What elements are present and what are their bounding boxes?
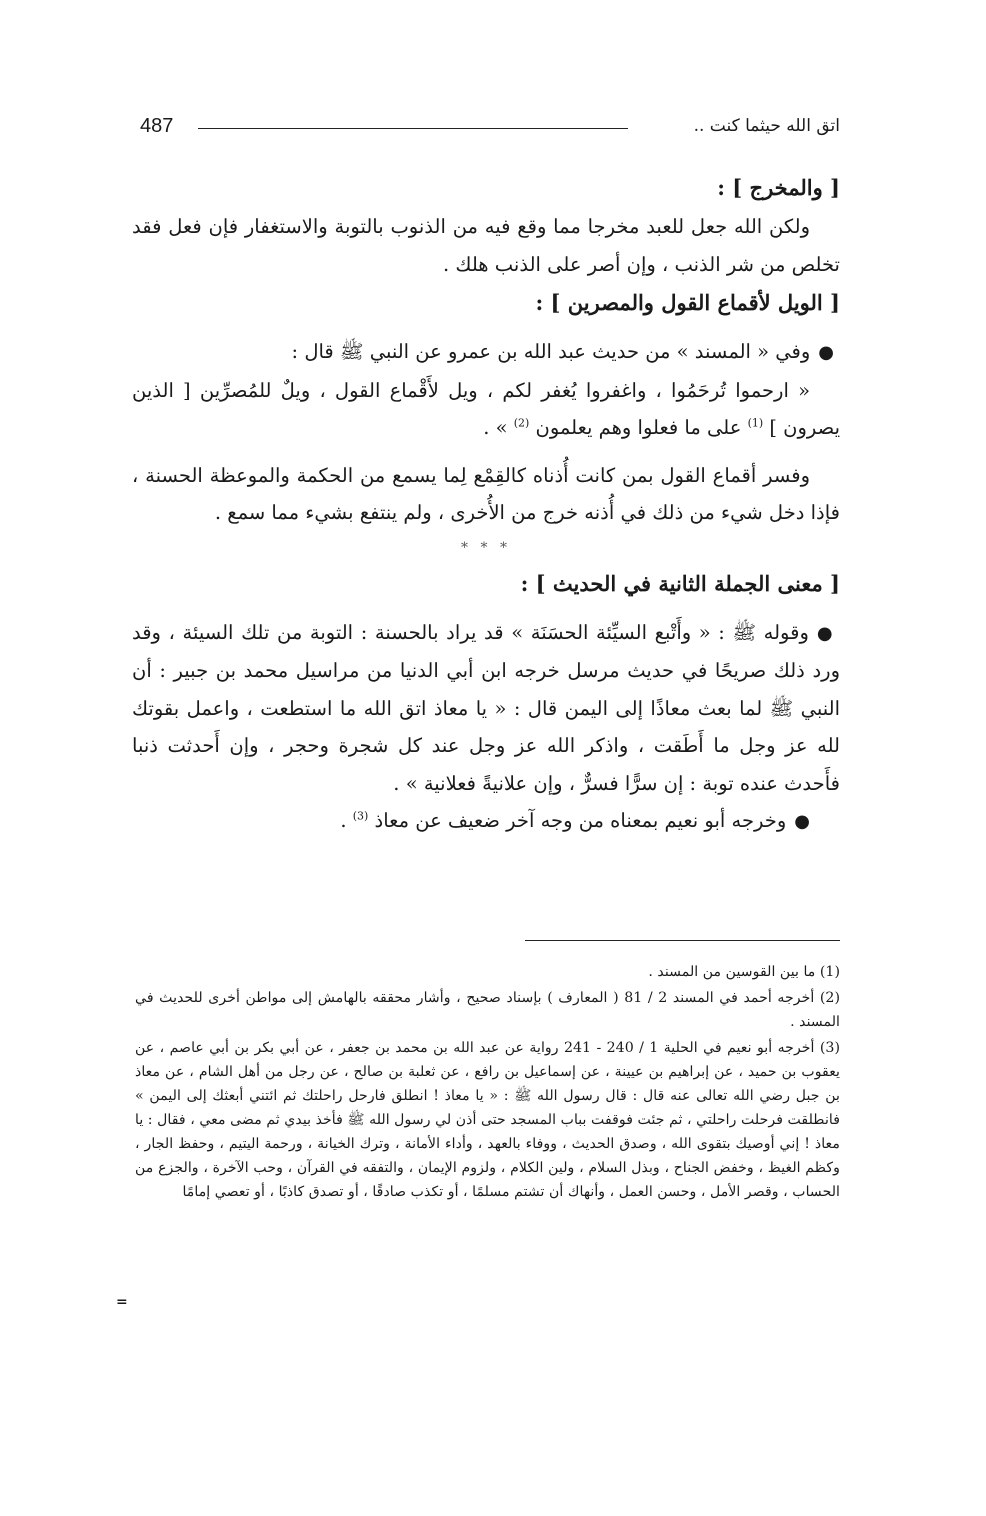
footnote-ref-2[interactable]: (2) xyxy=(513,416,530,430)
paragraph-explanation: وفسر أقماع القول بمن كانت أُذناه كالقِمْع لِما يسمع من الحكمة والموعظة الحسنة ، فإذا دخل شيء من ذلك في أُذنه خرج من الأُخرى ، ولم ينتفع بشيء مما سمع . xyxy=(132,463,840,524)
bullet-icon: ● xyxy=(794,811,810,832)
paragraph-exit: ولكن الله جعل للعبد مخرجا مما وقع فيه من الذنوب بالتوبة والاستغفار فإن فعل فقد تخلص من شر الذنب ، وإن أصر على الذنب هلك . xyxy=(132,215,840,276)
paragraph-good-deed xyxy=(132,614,840,803)
section-heading-exit: [ والمخرج ] : xyxy=(717,175,840,200)
paragraph-good-deed-text: وقوله ﷺ : « وأَتْبع السيِّئة الحسَنَة » قد يراد بالحسنة : التوبة من تلك السيئة ، وقد ورد ذلك صريحًا في حديث مرسل خرجه ابن أبي الدنيا من مراسيل محمد بن جبير : أن النبي ﷺ لما بعث معاذًا إلى اليمن قال : « يا معاذ اتق الله ما استطعت ، واعمل بقوتك لله عز وجل ما أَطَقت ، واذكر الله عز وجل عند كل شجرة وحجر ، وإن أَحدثت ذنبا فأَحدث عنده توبة : إن سرًّا فسرٌّ ، وإن علانيةً فعلانية » . xyxy=(132,620,840,795)
bullet-icon: ● xyxy=(818,342,834,363)
main-text xyxy=(132,168,840,841)
footnote-ref-3[interactable]: (3) xyxy=(352,809,369,823)
hadith-quote-part-2: على ما فعلوا وهم يعلمون xyxy=(535,416,742,439)
section-heading-woe: [ الويل لأقماع القول والمصرين ] : xyxy=(535,290,840,315)
footnote-1: (1) ما بين القوسين من المسند . xyxy=(648,964,840,980)
paragraph-musnad xyxy=(132,333,840,372)
paragraph-abu-nuaim-end: . xyxy=(340,809,347,832)
footnotes xyxy=(135,960,840,1206)
section-separator: * * * xyxy=(461,539,511,556)
hadith-quote-part-1: « ارحموا تُرحَمُوا ، واغفروا يُغفر لكم ، ويل لأَقْماع القول ، ويلٌ للمُصرِّين [ الذين يصرون ] xyxy=(132,378,840,439)
paragraph-musnad-text: وفي « المسند » من حديث عبد الله بن عمرو عن النبي ﷺ قال : xyxy=(291,340,811,363)
page-number: 487 xyxy=(140,115,174,137)
footnote-continuation-mark: = xyxy=(116,1294,128,1310)
footnote-2: (2) أخرجه أحمد في المسند 2 / 81 ( المعارف ) بإسناد صحيح ، وأشار محققه بالهامش إلى مواطن أخرى للحديث في المسند . xyxy=(135,990,840,1030)
bullet-icon: ● xyxy=(816,622,834,644)
footnote-rule xyxy=(525,940,840,941)
footnote-3: (3) أخرجه أبو نعيم في الحلية 1 / 240 - 241 رواية عن عبد الله بن محمد بن جعفر ، عن أبي بكر بن أبي عاصم ، عن يعقوب بن حميد ، عن إبراهيم بن عيينة ، عن إسماعيل بن رافع ، عن ثعلبة بن صالح ، عن رجل من أهل الشام ، عن معاذ بن جبل رضي الله تعالى عنه قال : قال رسول الله ﷺ : « يا معاذ ! انطلق فارحل راحلتك ثم ائتني أبعثك إلى اليمن » فانطلقت فرحلت راحلتي ، ثم جئت فوقفت بباب المسجد حتى أذن لي رسول الله ﷺ فأخذ بيدي ثم مضى معي ، فقال : يا معاذ ! إني أوصيك بتقوى الله ، وصدق الحديث ، ووفاء بالعهد ، وأداء الأمانة ، وترك الخيانة ، ورحمة اليتيم ، وحفظ الجار ، وكظم الغيظ ، وخفض الجناح ، وبذل السلام ، ولين الكلام ، ولزوم الإيمان ، والتفقه في القرآن ، وحب الآخرة ، والجزع من الحساب ، وقصر الأمل ، وحسن العمل ، وأنهاك أن تشتم مسلمًا ، أو تكذب صادقًا ، أو تصدق كاذبًا ، أو تعصي إمامًا xyxy=(135,1040,840,1200)
paragraph-abu-nuaim xyxy=(132,802,840,841)
section-heading-second-sentence: [ معنى الجملة الثانية في الحديث ] : xyxy=(520,570,840,596)
header-rule xyxy=(198,128,628,129)
paragraph-abu-nuaim-text: وخرجه أبو نعيم بمعناه من وجه آخر ضعيف عن معاذ xyxy=(374,809,787,832)
running-title: اتق الله حيثما كنت .. xyxy=(693,116,840,136)
footnote-ref-1[interactable]: (1) xyxy=(747,416,764,430)
hadith-quote xyxy=(132,372,840,447)
running-head xyxy=(140,112,840,142)
hadith-quote-end: » . xyxy=(483,416,508,439)
